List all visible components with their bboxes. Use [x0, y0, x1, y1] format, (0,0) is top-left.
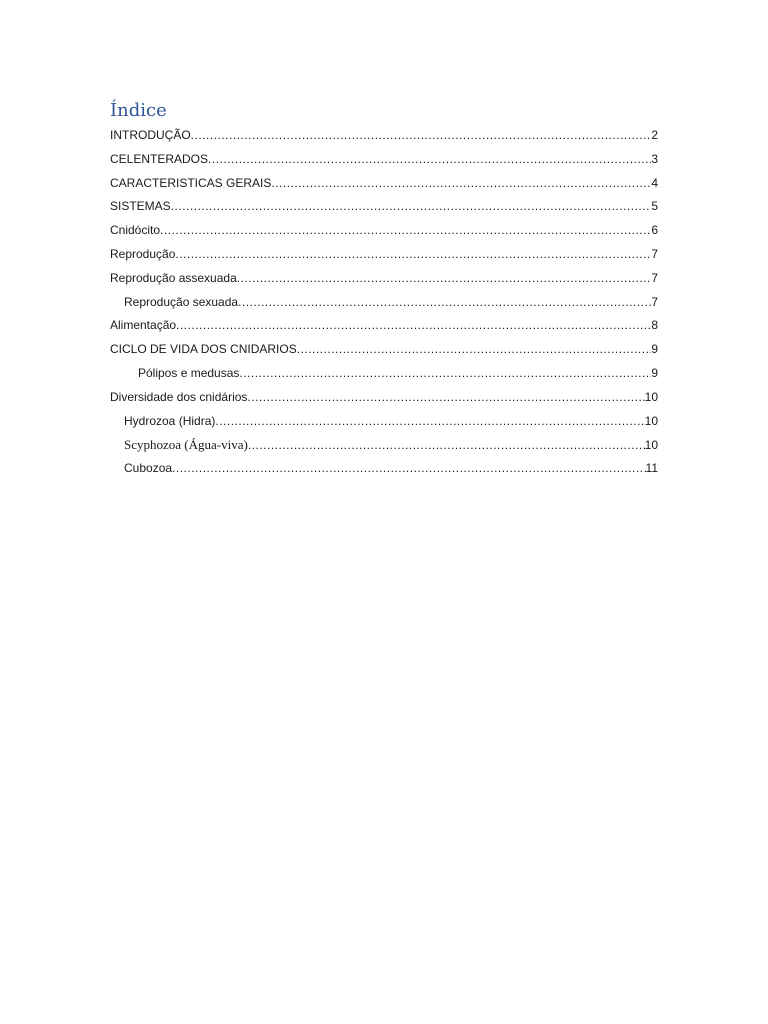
toc-entry-page-number: 7: [651, 270, 658, 285]
toc-entry-label: INTRODUÇÃO: [110, 128, 191, 142]
toc-dot-leader: [176, 314, 651, 338]
toc-title: Índice: [110, 100, 167, 121]
toc-entry-sistemas[interactable]: [110, 195, 658, 219]
toc-entry-label: Cnidócito: [110, 223, 161, 238]
toc-entry-page-number: 3: [651, 151, 658, 166]
toc-dot-leader: [238, 291, 651, 315]
toc-dot-leader: [191, 124, 652, 148]
toc-entry-reproducao-assexuada[interactable]: [110, 267, 658, 291]
toc-entry-hydrozoa[interactable]: [110, 410, 658, 434]
toc-entry-page-number: 7: [651, 294, 658, 309]
toc-dot-leader: [237, 267, 652, 291]
toc-entry-page-number: 10: [644, 413, 658, 428]
toc-entry-label: Cubozoa: [124, 461, 173, 476]
toc-entry-label: Reprodução sexuada: [124, 294, 239, 309]
toc-entry-label: CICLO DE VIDA DOS CNIDARIOS: [110, 342, 297, 357]
toc-entry-page-number: 5: [651, 199, 658, 214]
toc-entry-label: CARACTERISTICAS GERAIS: [110, 175, 272, 190]
toc-entry-label: SISTEMAS: [110, 199, 171, 214]
toc-dot-leader: [215, 410, 644, 434]
toc-entry-label: Alimentação: [110, 318, 177, 333]
toc-entry-page-number: 2: [651, 128, 658, 142]
toc-entry-label: Hydrozoa (Hidra): [124, 413, 216, 428]
toc-entry-page-number: 6: [651, 223, 658, 238]
toc-entry-cubozoa[interactable]: [110, 457, 658, 481]
toc-dot-leader: [160, 219, 651, 243]
toc-entry-ciclo-de-vida[interactable]: [110, 338, 658, 362]
toc-dot-leader: [297, 338, 652, 362]
toc-entry-page-number: 4: [651, 175, 658, 190]
toc-entry-page-number: 8: [651, 318, 658, 333]
toc-dot-leader: [271, 172, 651, 196]
toc-dot-leader: [175, 243, 651, 267]
toc-entry-page-number: 10: [644, 438, 658, 453]
toc-entry-label: Diversidade dos cnidários: [110, 389, 248, 404]
toc-list: [110, 124, 658, 481]
toc-dot-leader: [171, 195, 652, 219]
toc-entry-page-number: 11: [645, 461, 658, 476]
toc-entry-page-number: 9: [651, 342, 658, 357]
toc-entry-page-number: 7: [651, 246, 658, 261]
toc-dot-leader: [248, 434, 645, 458]
toc-entry-label: Scyphozoa (Água-viva): [124, 437, 248, 453]
toc-dot-leader: [172, 457, 645, 481]
toc-entry-diversidade[interactable]: [110, 386, 658, 410]
toc-entry-reproducao-sexuada[interactable]: [110, 291, 658, 315]
toc-entry-scyphozoa[interactable]: [110, 433, 658, 457]
toc-entry-label: Reprodução: [110, 246, 176, 261]
toc-entry-label: Pólipos e medusas: [138, 365, 240, 380]
toc-dot-leader: [239, 362, 651, 386]
toc-entry-caracteristicas-gerais[interactable]: [110, 172, 658, 196]
toc-entry-label: CELENTERADOS: [110, 151, 209, 166]
toc-entry-introducao[interactable]: [110, 124, 658, 148]
table-of-contents: [110, 98, 658, 481]
toc-entry-alimentacao[interactable]: [110, 314, 658, 338]
toc-entry-celenterados[interactable]: [110, 148, 658, 172]
toc-entry-reproducao[interactable]: [110, 243, 658, 267]
toc-entry-cnidocito[interactable]: [110, 219, 658, 243]
toc-entry-label: Reprodução assexuada: [110, 270, 237, 285]
toc-entry-polipos-e-medusas[interactable]: [110, 362, 658, 386]
toc-entry-page-number: 9: [651, 365, 658, 380]
toc-entry-page-number: 10: [644, 389, 658, 404]
toc-dot-leader: [208, 148, 651, 172]
toc-dot-leader: [247, 386, 644, 410]
